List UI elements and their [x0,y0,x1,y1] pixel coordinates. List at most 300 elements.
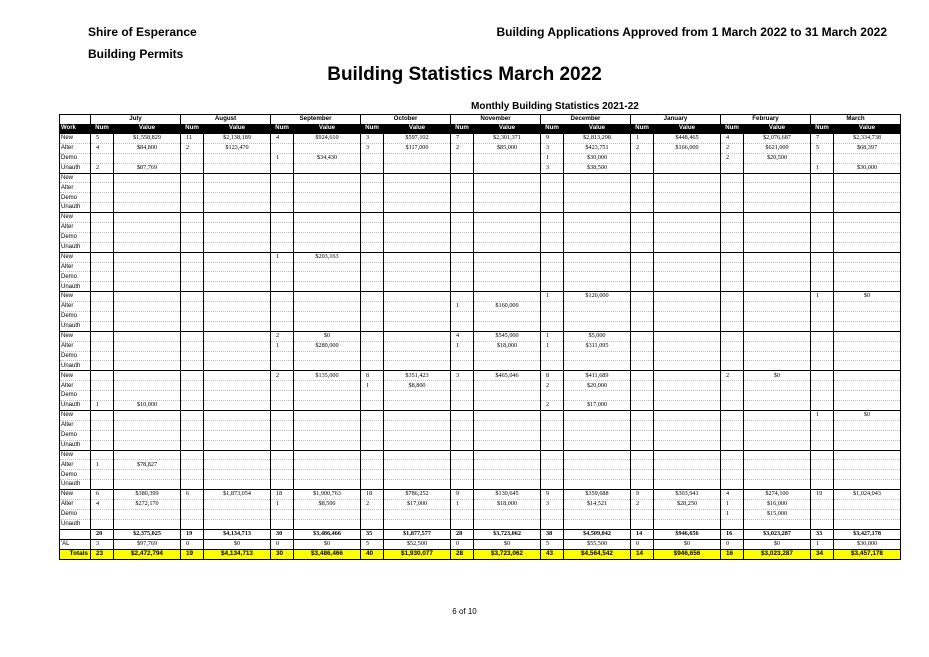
value-cell [204,371,271,381]
num-cell [451,450,474,460]
num-cell [451,173,474,183]
work-type: Unauth [60,321,91,331]
value-cell: $203,163 [294,252,361,262]
table-row [60,509,901,519]
table-subtitle: Monthly Building Statistics 2021-22 [471,101,639,112]
value-cell: $0 [294,331,361,341]
value-cell [654,163,721,173]
num-cell: 9 [541,490,564,500]
work-type: New [60,490,91,500]
value-cell [474,430,541,440]
num-cell: 3 [541,499,564,509]
value-cell: $17,000 [564,401,631,411]
value-cell [384,410,451,420]
work-type: Alter [60,341,91,351]
num-cell [361,410,384,420]
work-type: Unauth [60,401,91,411]
value-cell [654,391,721,401]
num-cell: 5 [811,143,834,153]
value-cell [654,371,721,381]
value-cell [114,371,181,381]
value-cell [114,302,181,312]
num-cell [271,519,294,529]
num-cell [361,519,384,529]
value-cell [474,391,541,401]
value-cell [204,519,271,529]
value-cell [654,242,721,252]
num-cell: 4 [721,490,744,500]
num-cell [91,282,114,292]
value-cell [654,272,721,282]
num-cell [541,460,564,470]
value-cell [384,420,451,430]
value-cell [204,361,271,371]
value-cell: $130,645 [474,490,541,500]
value-cell [564,183,631,193]
value-cell [834,213,901,223]
num-cell: 4 [91,143,114,153]
value-cell [654,440,721,450]
num-cell [631,223,654,233]
num-cell: 1 [451,302,474,312]
num-cell [451,213,474,223]
value-cell: $84,800 [114,143,181,153]
num-cell [271,391,294,401]
value-cell [654,401,721,411]
num-cell: 4 [91,499,114,509]
num-cell [271,361,294,371]
value-cell: $14,521 [564,499,631,509]
value-cell [294,391,361,401]
value-cell [294,401,361,411]
value-cell: $17,000 [384,499,451,509]
num-cell [631,183,654,193]
value-cell [474,153,541,163]
num-cell [451,420,474,430]
total-value-cell: $3,723,062 [474,549,541,559]
num-cell [361,302,384,312]
value-cell [474,232,541,242]
num-cell [721,163,744,173]
work-type: Unauth [60,242,91,252]
num-cell: 1 [91,460,114,470]
value-cell: $85,000 [474,143,541,153]
work-type: Demo [60,153,91,163]
value-cell [384,331,451,341]
work-type: Alter [60,460,91,470]
num-cell [181,223,204,233]
total-num-cell: 14 [631,549,654,559]
value-cell [474,242,541,252]
num-cell: 7 [451,134,474,144]
num-cell [451,193,474,203]
value-cell [114,341,181,351]
num-cell [631,440,654,450]
num-cell: 3 [91,539,114,549]
value-cell: $34,430 [294,153,361,163]
num-cell [811,153,834,163]
value-cell: $30,000 [834,539,901,549]
value-cell [744,262,811,272]
value-cell [204,470,271,480]
num-cell: 2 [721,143,744,153]
value-cell [474,262,541,272]
value-cell [204,381,271,391]
value-cell [564,213,631,223]
num-cell [181,153,204,163]
num-cell [91,480,114,490]
value-cell [564,470,631,480]
value-cell: $8,800 [384,381,451,391]
value-cell [114,361,181,371]
num-cell: 0 [451,539,474,549]
num-cell: 3 [361,134,384,144]
value-cell: $2,076,687 [744,134,811,144]
value-cell [744,213,811,223]
value-cell [204,420,271,430]
num-cell: 1 [271,153,294,163]
value-cell [564,282,631,292]
value-cell [114,292,181,302]
value-cell [204,410,271,420]
value-cell: $68,397 [834,143,901,153]
num-cell [361,391,384,401]
work-type: New [60,134,91,144]
value-cell [564,252,631,262]
value-cell [834,252,901,262]
num-cell [721,223,744,233]
num-cell [271,460,294,470]
table-row [60,134,901,144]
value-cell: $597,102 [384,134,451,144]
num-cell [541,410,564,420]
value-cell [294,420,361,430]
value-cell [114,252,181,262]
value-cell [384,401,451,411]
num-cell [451,292,474,302]
work-type: New [60,371,91,381]
value-cell [294,440,361,450]
value-cell [654,519,721,529]
num-cell: 18 [271,490,294,500]
num-cell [451,440,474,450]
value-cell [654,470,721,480]
value-header: Value [834,124,901,134]
num-cell [811,193,834,203]
num-cell [631,193,654,203]
value-cell [474,223,541,233]
value-cell: $55,500 [564,539,631,549]
value-cell [384,262,451,272]
num-cell: 1 [721,499,744,509]
value-cell [834,519,901,529]
num-cell [91,183,114,193]
value-cell: $0 [474,539,541,549]
total-num-cell: 19 [181,549,204,559]
num-header: Num [361,124,384,134]
value-cell [744,312,811,322]
value-cell: $123,470 [204,143,271,153]
num-cell [181,381,204,391]
num-cell: 1 [361,381,384,391]
value-cell [294,321,361,331]
value-cell [204,252,271,262]
work-type: Demo [60,312,91,322]
value-cell [834,430,901,440]
num-cell [361,203,384,213]
num-cell [721,519,744,529]
report-period: Building Applications Approved from 1 March 2022 to 31 March 2022 [496,25,887,39]
num-cell: 3 [361,143,384,153]
value-cell [654,430,721,440]
table-row [60,223,901,233]
num-cell [811,302,834,312]
num-header: Num [631,124,654,134]
num-cell [541,232,564,242]
value-cell: $274,100 [744,490,811,500]
num-cell [91,213,114,223]
value-cell [834,312,901,322]
num-cell [361,420,384,430]
num-cell [361,262,384,272]
value-cell [114,321,181,331]
num-cell [721,232,744,242]
value-cell [114,282,181,292]
table-row [60,391,901,401]
table-row [60,450,901,460]
num-cell [181,183,204,193]
table-row [60,351,901,361]
num-cell: 3 [451,371,474,381]
table-row [60,262,901,272]
value-cell [654,203,721,213]
value-cell [654,420,721,430]
table-row [60,460,901,470]
num-cell [271,163,294,173]
num-cell [451,361,474,371]
value-cell [204,223,271,233]
value-cell [564,420,631,430]
num-cell [811,183,834,193]
num-cell [631,331,654,341]
num-cell [631,460,654,470]
num-cell: 19 [811,490,834,500]
work-type: Unauth [60,480,91,490]
num-cell [271,440,294,450]
table-row [60,440,901,450]
num-cell [721,480,744,490]
value-cell [294,213,361,223]
num-cell: 4 [271,134,294,144]
value-cell: $30,000 [834,163,901,173]
value-cell: $78,827 [114,460,181,470]
num-cell: 2 [631,499,654,509]
value-cell [564,351,631,361]
table-row [60,420,901,430]
value-cell [474,312,541,322]
num-cell [631,272,654,282]
value-header: Value [114,124,181,134]
value-cell [114,391,181,401]
work-type: Demo [60,391,91,401]
value-cell: $359,688 [564,490,631,500]
num-cell [361,193,384,203]
num-cell [811,262,834,272]
num-cell: 3 [541,143,564,153]
value-cell [384,321,451,331]
value-cell [834,460,901,470]
value-cell [744,470,811,480]
value-cell [114,509,181,519]
num-cell [451,519,474,529]
num-cell [181,519,204,529]
value-header: Value [564,124,631,134]
table-row [60,232,901,242]
num-cell [541,440,564,450]
table-row [60,302,901,312]
num-cell [631,480,654,490]
num-cell [181,401,204,411]
value-cell [834,173,901,183]
department-name: Building Permits [88,47,184,61]
summary-row [60,529,901,539]
num-cell [541,183,564,193]
num-cell: 5 [361,539,384,549]
table-row [60,252,901,262]
value-cell [294,302,361,312]
work-header: Work [60,124,91,134]
work-type: Alter [60,381,91,391]
table-row [60,242,901,252]
value-cell [474,252,541,262]
num-cell [451,232,474,242]
value-cell: $10,000 [114,401,181,411]
month-label: March [811,115,901,125]
num-cell: 2 [271,371,294,381]
num-cell [271,509,294,519]
value-cell [384,153,451,163]
num-cell [811,401,834,411]
num-cell [361,163,384,173]
num-cell: 33 [811,529,834,539]
value-cell [834,282,901,292]
num-cell [91,381,114,391]
num-cell [361,272,384,282]
num-cell: 1 [91,401,114,411]
num-cell [271,203,294,213]
value-cell [654,232,721,242]
value-cell: $0 [834,292,901,302]
work-type: Demo [60,470,91,480]
value-cell [474,292,541,302]
num-cell [631,232,654,242]
value-header: Value [204,124,271,134]
num-cell: 7 [811,134,834,144]
num-cell [541,223,564,233]
table-row [60,272,901,282]
value-cell [564,480,631,490]
num-cell: 1 [541,341,564,351]
num-cell [811,460,834,470]
value-cell: $2,301,371 [474,134,541,144]
value-cell [204,173,271,183]
num-cell [811,282,834,292]
num-cell [181,193,204,203]
table-row [60,173,901,183]
value-cell [834,193,901,203]
num-cell [541,420,564,430]
value-cell [564,460,631,470]
value-cell [654,282,721,292]
num-cell [451,410,474,420]
table-row [60,292,901,302]
num-cell [361,242,384,252]
num-cell [811,509,834,519]
num-cell [721,252,744,262]
num-cell: 2 [721,153,744,163]
value-cell [114,232,181,242]
value-cell [654,302,721,312]
num-cell [541,173,564,183]
num-cell [91,223,114,233]
num-cell [181,312,204,322]
num-cell [631,302,654,312]
num-cell [181,480,204,490]
value-cell [834,420,901,430]
num-cell [181,272,204,282]
num-cell: 1 [541,292,564,302]
value-cell [654,183,721,193]
num-cell [271,302,294,312]
num-cell: 1 [541,153,564,163]
num-cell [451,242,474,252]
num-cell [271,242,294,252]
value-cell [114,262,181,272]
num-cell [361,321,384,331]
num-cell [91,391,114,401]
value-cell [114,213,181,223]
num-cell [721,470,744,480]
value-cell [204,509,271,519]
num-cell [181,460,204,470]
value-cell [384,361,451,371]
value-cell: $135,000 [294,371,361,381]
num-cell [271,232,294,242]
month-label: October [361,115,451,125]
num-cell: 1 [541,331,564,341]
num-cell [631,153,654,163]
value-cell [294,203,361,213]
num-cell [451,262,474,272]
num-cell [811,213,834,223]
value-cell [564,312,631,322]
value-cell [384,183,451,193]
total-value-cell: $4,564,542 [564,549,631,559]
value-cell: $448,465 [654,134,721,144]
num-cell [541,282,564,292]
num-cell [811,519,834,529]
total-value-cell: $3,457,178 [834,549,901,559]
num-cell [451,321,474,331]
num-cell [541,262,564,272]
num-cell: 19 [181,529,204,539]
value-cell [204,282,271,292]
value-cell [384,450,451,460]
total-value-cell: $3,486,466 [294,549,361,559]
value-cell: $1,873,054 [204,490,271,500]
num-cell [631,213,654,223]
value-cell [384,440,451,450]
